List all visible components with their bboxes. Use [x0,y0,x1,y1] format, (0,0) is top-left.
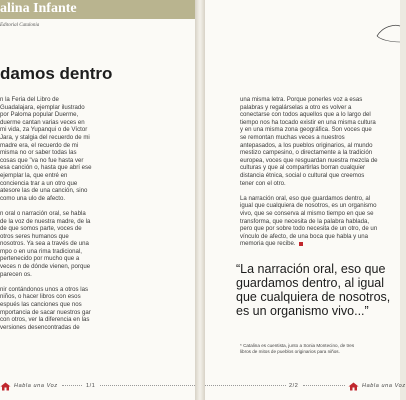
book-gutter [195,0,205,400]
footer-divider [62,385,82,386]
pull-quote: “La narración oral, eso que guardamos dentro, al igual que cualquiera de nosotros, es un organismo vivo...” [236,262,391,318]
author-footnote: * Catalina es cuentista, junto a Sonia Montecino, de tres libros de mitos de pueblos originarios para niños. [240,343,355,354]
page-number: 2/2 [289,383,299,389]
left-text-column [0,96,92,339]
decorative-flourish [205,0,400,60]
end-of-article-mark [299,242,303,246]
header-band [0,0,195,19]
paragraph: una misma letra. Porque ponerles voz a esas palabras y regalárselas a otro es volver a conectarse con todos aquellos que a lo largo del tiempo nos ha tocado existir en una misma cultura y en una misma zona geográfica. Son voces que se remontan muchas veces a nuestros antepasados, a los pueblos originarios, al mundo mestizo campesino, o directamente a la tradición europea, voces que resguardan nuestra mezcla de culturas y que al compartirlas borran cualquier distancia étnica, social o cultural que creemos tener con el otro. [240,96,378,187]
paragraph: n oral o narración oral, se habla de la voz de nuestra madre, de la de que somos parte, voces de otros seres humanos que nosotros. Ya sea a través de una mpo o en una rima tradicional, pertenecido por mucho que a veces n de dónde vienen, porque parecen os. [0,209,91,278]
paragraph: nir contándonos unos a otros las niños, o hacer libros con esos espués las canciones que nos mportancia de sacar nuestros gar con otros, ver la diferencia en las versiones desencontradas de [0,285,91,331]
house-icon [0,382,11,391]
right-footer [205,381,406,393]
house-icon [348,382,359,391]
paragraph: n la Feria del Libro de Guadalajara, ejemplar ilustrado por Paloma popular Duerme, duerme cantan varias veces en mi vida, za Yupanqui o de Víctor Jara, y stalgia del recuerdo de mi madre era, el recuerdo de mi misma no or saber todas las cosas que "va no fue hasta ver esa canción o, hasta que abrí ese ejemplar la, que entré en conciencia trar a un otro que atesore las de una canción, sino como una ulo de afecto. [0,96,92,202]
footer-divider [303,385,345,386]
left-footer [0,381,195,393]
article-title: damos dentro [0,64,113,83]
paragraph [240,195,378,248]
publisher-name: Editorial Catalonia [0,23,40,28]
right-text-column [240,96,378,255]
footer-magazine-name: Habla una Voz [14,383,58,389]
author-header-title: alina Infante [0,1,77,16]
footer-divider [100,385,195,386]
paragraph-text: La narración oral, eso que guardamos dentro, al igual que cualquiera de nosotros, es un organismo vivo, que se conserva al mismo tiempo en que se transforma, que necesita de la palabra hablada, pero que por sobre todo necesita de un otro, de un vínculo de afecto, de una boca que habla y una memoria que recibe. [240,194,378,248]
footer-magazine-name: Habla una Voz [362,383,406,389]
footer-divider [205,385,286,386]
page-number: 1/1 [86,383,96,389]
